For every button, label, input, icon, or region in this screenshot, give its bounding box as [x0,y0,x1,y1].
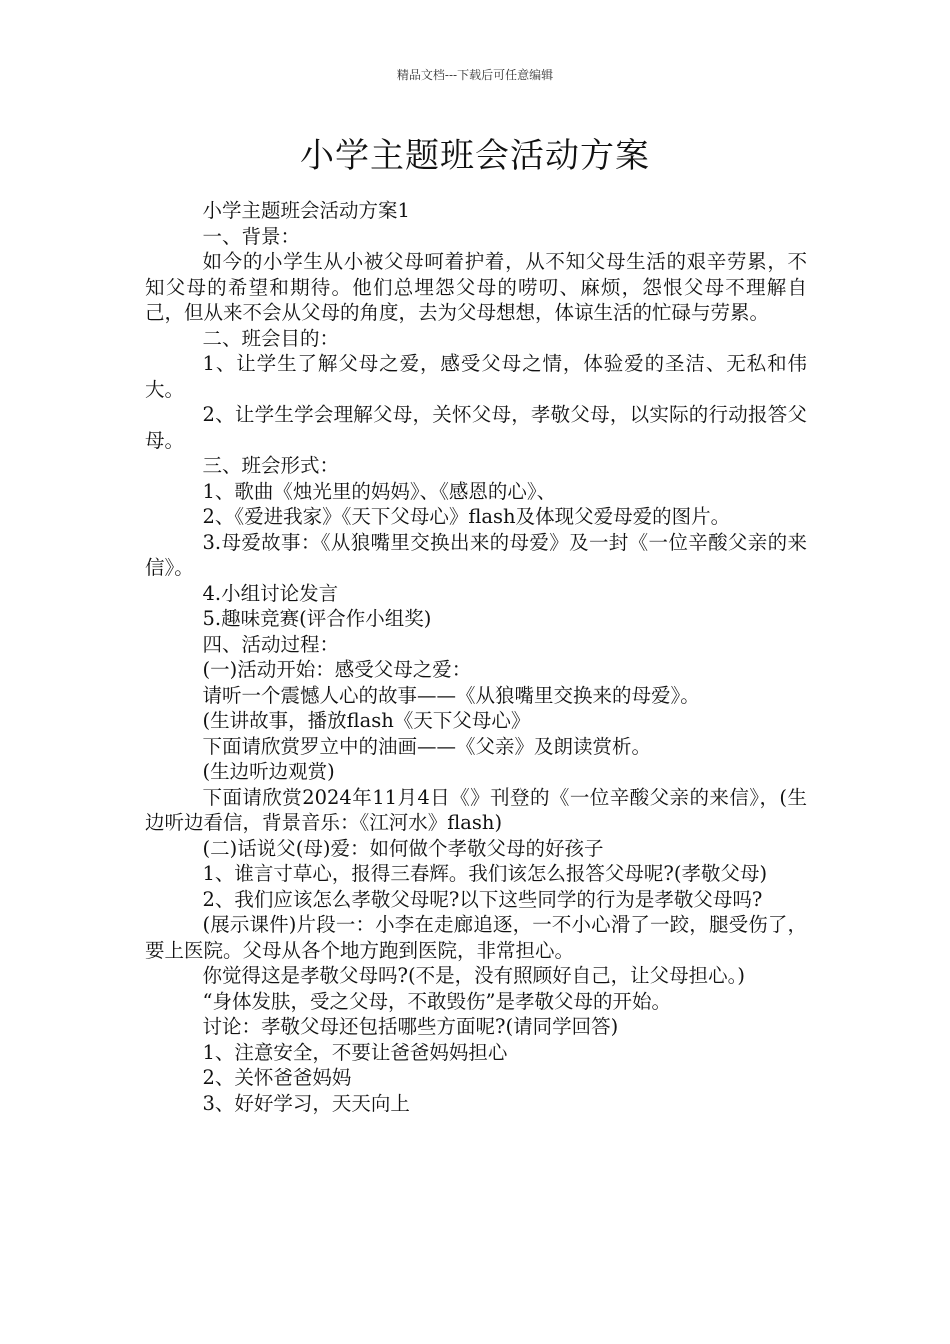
paragraph-format-3: 3.母爱故事：《从狼嘴里交换出来的母爱》及一封《一位辛酸父亲的来信》。 [145,530,807,579]
paragraph-process-answer: 你觉得这是孝敬父母吗?(不是，没有照顾好自己，让父母担心。) [202,964,745,987]
section-heading-background: 一、背景： [202,224,301,248]
paragraph-process-clip: (展示课件)片段一：小李在走廊追逐，一不小心滑了一跤，腿受伤了，要上医院。父母从各个地方跑到医院，非常担心。 [145,913,807,962]
paragraph-process-start: (一)活动开始：感受父母之爱： [202,658,472,681]
paragraph-process-watch: (生边听边观赏) [202,760,335,783]
paragraph-format-2: 2、《爱进我家》《天下父母心》flash及体现父爱母爱的图片。 [202,505,731,528]
paragraph-process-flash: (生讲故事，播放flash《天下父母心》 [202,709,531,732]
paragraph-list-1: 1、注意安全，不要让爸爸妈妈担心 [202,1040,508,1064]
paragraph-process-story: 请听一个震憾人心的故事——《从狼嘴里交换来的母爱》。 [202,683,700,707]
section-heading-purpose: 二、班会目的： [202,326,340,350]
paragraph-background: 如今的小学生从小被父母呵着护着，从不知父母生活的艰辛劳累，不知父母的希望和期待。他们总埋怨父母的唠叨、麻烦，怨恨父母不理解自己，但从来不会从父母的角度，去为父母想想，体谅生活的忙碌与劳累。 [145,250,807,324]
paragraph-process-q2: 2、我们应该怎么孝敬父母呢?以下这些同学的行为是孝敬父母吗? [202,887,763,911]
paragraph-purpose-1: 1、让学生了解父母之爱，感受父母之情，体验爱的圣洁、无私和伟大。 [145,352,807,401]
paragraph-process-talk: (二)话说父(母)爱：如何做个孝敬父母的好孩子 [202,836,604,860]
paragraph-process-discuss: 讨论：孝敬父母还包括哪些方面呢?(请同学回答) [202,1015,619,1038]
paragraph-format-1: 1、歌曲《烛光里的妈妈》、《感恩的心》、 [202,479,557,503]
paragraph-list-3: 3、好好学习，天天向上 [202,1091,410,1115]
paragraph-process-q1: 1、谁言寸草心，报得三春辉。我们该怎么报答父母呢?(孝敬父母) [202,862,768,885]
paragraph-process-letter: 下面请欣赏2024年11月4日《》刊登的《一位辛酸父亲的来信》，(生边听边看信，背景音乐：《江河水》flash) [145,785,807,834]
paragraph-format-4: 4.小组讨论发言 [202,581,339,605]
header-note: 精品文档---下载后可任意编辑 [396,68,554,82]
section-heading-format: 三、班会形式： [202,454,340,477]
paragraph-process-painting: 下面请欣赏罗立中的油画——《父亲》及朗读赏析。 [202,734,652,758]
paragraph-list-2: 2、关怀爸爸妈妈 [202,1066,352,1089]
paragraph-format-5: 5.趣味竞赛(评合作小组奖) [202,607,432,630]
document-title: 小学主题班会活动方案 [300,136,650,176]
paragraph-subtitle: 小学主题班会活动方案1 [202,199,410,222]
paragraph-purpose-2: 2、让学生学会理解父母，关怀父母，孝敬父母，以实际的行动报答父母。 [145,403,807,452]
document-body [145,198,807,1116]
paragraph-process-quote: “身体发肤，受之父母，不敢毁伤”是孝敬父母的开始。 [202,989,671,1013]
section-heading-process: 四、活动过程： [202,632,340,656]
